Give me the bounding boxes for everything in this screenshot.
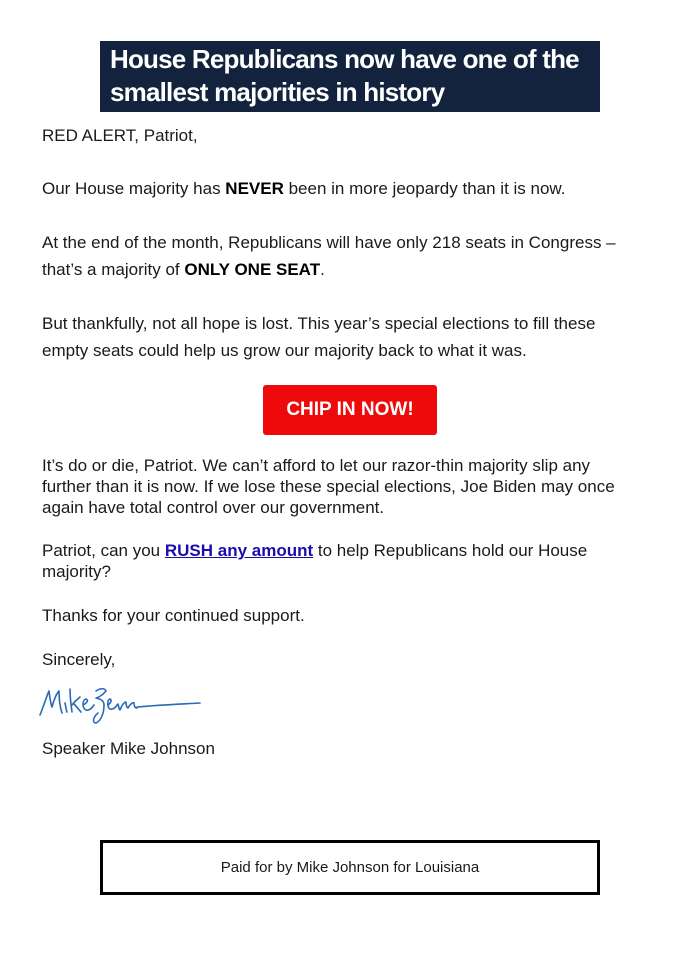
paragraph-seats: [42, 229, 662, 283]
emphasis-never: NEVER: [225, 179, 284, 198]
text: empty seats could help us grow our majority back to what it was.: [42, 341, 527, 360]
signature-stroke: [65, 703, 67, 712]
signature-stroke: [83, 699, 94, 710]
text: But thankfully, not all hope is lost. This year’s special elections to fill these: [42, 314, 596, 333]
disclaimer-text: Paid for by Mike Johnson for Louisiana: [220, 859, 480, 876]
signature-stroke: [108, 699, 137, 710]
text: to help Republicans hold our House: [313, 541, 588, 560]
paragraph-never: [42, 175, 662, 202]
paragraph-do-or-die: [42, 455, 662, 518]
paragraph-hope: [42, 310, 662, 364]
signature-stroke: [40, 691, 62, 715]
text: further than it is now. If we lose these special elections, Joe Biden may once: [42, 477, 615, 496]
closing-line: Sincerely,: [42, 650, 116, 669]
signer-name: Speaker Mike Johnson: [42, 739, 215, 758]
signature-stroke: [94, 689, 106, 723]
emphasis-one-seat: ONLY ONE SEAT: [184, 260, 321, 279]
signature-stroke: [137, 703, 200, 707]
greeting: RED ALERT, Patriot,: [42, 126, 198, 145]
text: At the end of the month, Republicans will have only 218 seats in Congress –: [42, 233, 616, 252]
signature: [38, 670, 203, 725]
paragraph-rush: [42, 540, 662, 582]
paid-for-disclaimer: [100, 840, 600, 895]
headline-line-1: House Republicans now have one of the: [110, 44, 579, 74]
headline-banner: [100, 41, 600, 112]
signature-text: Mike Johnson: [38, 670, 137, 687]
text: Patriot, can you: [42, 541, 165, 560]
text: Our House majority has: [42, 179, 226, 198]
text: majority?: [42, 562, 111, 581]
chip-in-button[interactable]: CHIP IN NOW!: [263, 385, 437, 435]
text: It’s do or die, Patriot. We can’t afford to let our razor-thin majority slip any: [42, 456, 591, 475]
thanks-line: Thanks for your continued support.: [42, 606, 305, 625]
text: again have total control over our government.: [42, 498, 385, 517]
text: that’s a majority of: [42, 260, 185, 279]
rush-amount-link[interactable]: RUSH any amount: [164, 541, 314, 560]
headline-line-2: smallest majorities in history: [110, 77, 445, 107]
text: .: [320, 260, 325, 279]
signature-stroke: [70, 689, 81, 712]
text: been in more jeopardy than it is now.: [283, 179, 566, 198]
